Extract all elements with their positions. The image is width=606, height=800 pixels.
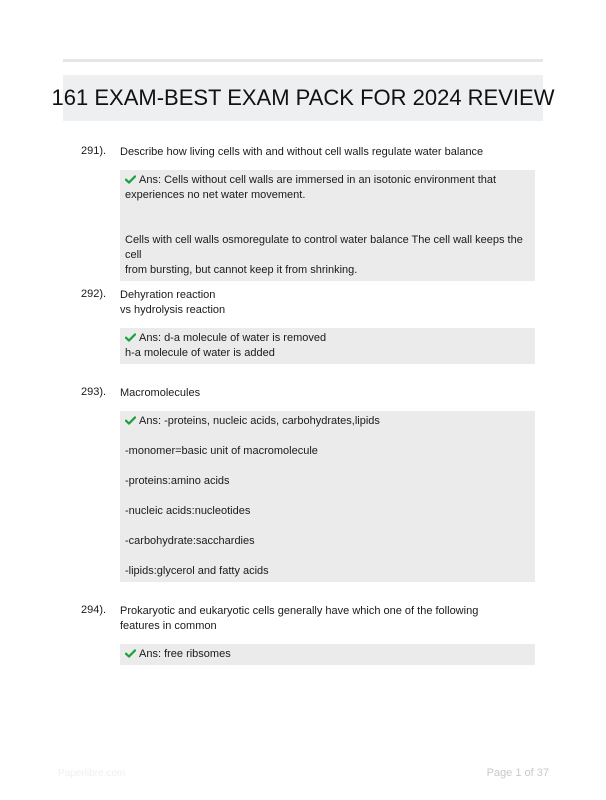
answer-line: -carbohydrate:sacchardies	[125, 535, 255, 547]
answer-line	[125, 331, 530, 346]
question-line: Dehyration reaction	[120, 289, 216, 301]
question-text	[120, 386, 530, 401]
answer-text: Ans: Cells without cell walls are immersed in an isotonic environment that	[139, 174, 497, 186]
question-number: 291).	[81, 145, 107, 157]
question-line: features in common	[120, 620, 217, 632]
answer-line: from bursting, but cannot keep it from shrinking.	[125, 264, 358, 276]
page-number: Page 1 of 37	[486, 767, 549, 779]
answer-spacer	[125, 429, 530, 444]
question-text	[120, 145, 530, 160]
answer-line	[125, 647, 530, 662]
answer-line: Cells with cell walls osmoregulate to control water balance The cell wall keeps the cell	[125, 234, 523, 261]
question-line: Macromolecules	[120, 387, 201, 399]
question-number: 293).	[81, 386, 107, 398]
answer-line	[125, 173, 530, 188]
answer-text: Ans: -proteins, nucleic acids, carbohydrates,lipids	[139, 415, 380, 427]
question-text	[120, 288, 530, 318]
answer-line: experiences no net water movement.	[125, 189, 306, 201]
top-divider	[63, 59, 543, 62]
question-text	[120, 604, 530, 634]
answer-spacer	[125, 549, 530, 564]
answer-box	[120, 328, 535, 364]
answer-spacer	[125, 519, 530, 534]
page-title: 161 EXAM-BEST EXAM PACK FOR 2024 REVIEW	[51, 85, 555, 110]
answer-line: h-a molecule of water is added	[125, 347, 275, 359]
check-icon	[125, 175, 136, 184]
title-banner	[51, 75, 555, 121]
check-icon	[125, 416, 136, 425]
answer-box	[120, 170, 535, 281]
answer-line: -nucleic acids:nucleotides	[125, 505, 251, 517]
answer-text: Ans: d-a molecule of water is removed	[139, 332, 327, 344]
answer-line: -lipids:glycerol and fatty acids	[125, 565, 269, 577]
question-number: 292).	[81, 288, 107, 300]
footer-watermark: Paperlibre.com	[58, 768, 126, 779]
answer-line: -proteins:amino acids	[125, 475, 230, 487]
question-line: Describe how living cells with and without cell walls regulate water balance	[120, 146, 484, 158]
answer-box	[120, 644, 535, 665]
answer-spacer	[125, 459, 530, 474]
question-line: vs hydrolysis reaction	[120, 304, 226, 316]
question-line: Prokaryotic and eukaryotic cells generally have which one of the following	[120, 605, 479, 617]
answer-box	[120, 411, 535, 582]
answer-line: -monomer=basic unit of macromolecule	[125, 445, 318, 457]
question-number: 294).	[81, 604, 107, 616]
answer-text: Ans: free ribsomes	[139, 648, 231, 660]
check-icon	[125, 649, 136, 658]
answer-line	[125, 414, 530, 429]
answer-spacer	[125, 203, 530, 233]
answer-spacer	[125, 489, 530, 504]
check-icon	[125, 333, 136, 342]
